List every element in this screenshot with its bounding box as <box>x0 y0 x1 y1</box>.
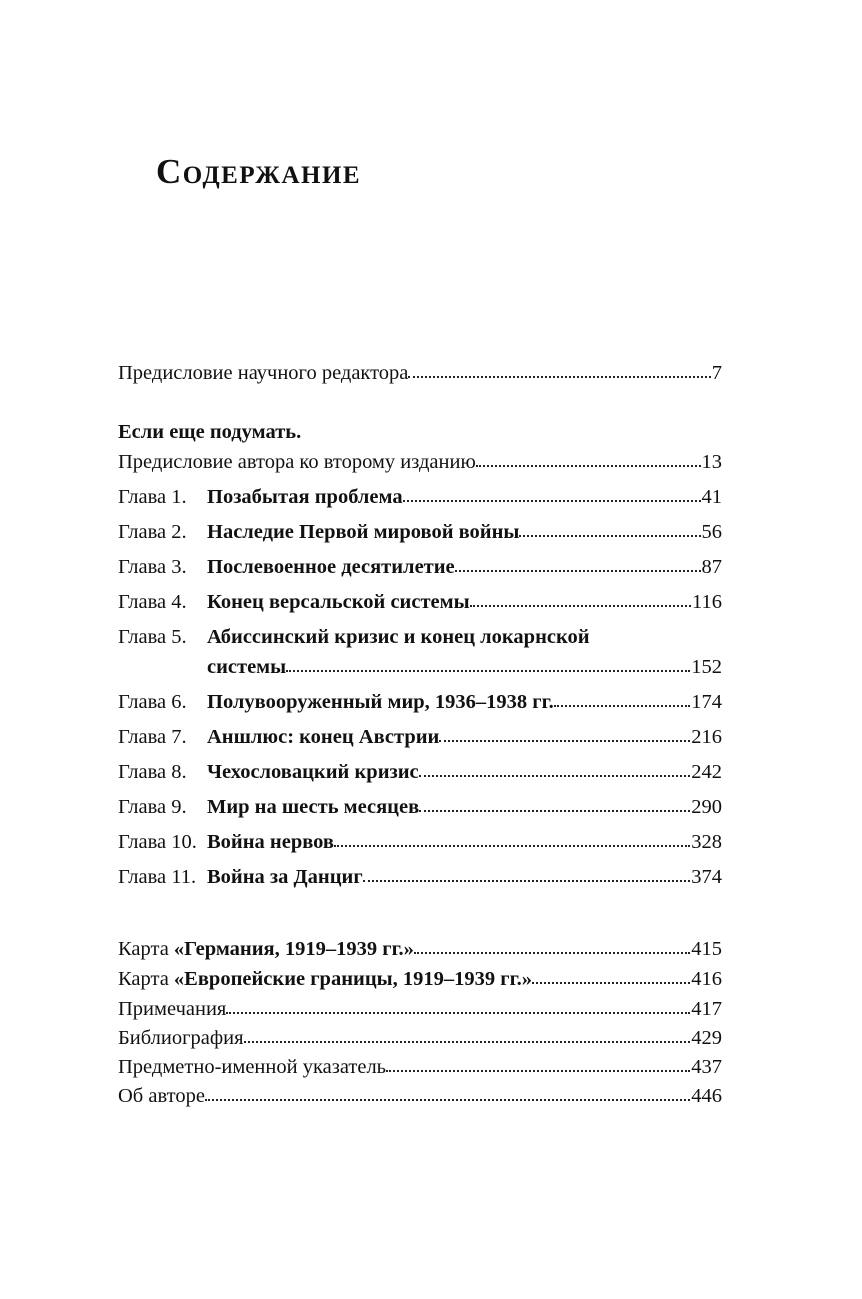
leader-dots <box>403 489 701 503</box>
toc-entry-map-borders[interactable] <box>118 966 722 992</box>
chapter-number: Глава 9. <box>118 796 187 818</box>
chapter-number: Глава 3. <box>118 556 187 578</box>
chapter-title: Аншлюс: конец Австрии <box>207 726 440 748</box>
toc-page-number: 56 <box>701 521 722 543</box>
chapter-number: Глава 11. <box>118 866 197 888</box>
leader-dots <box>476 454 701 468</box>
toc-entry-chapter-3[interactable] <box>118 554 722 580</box>
toc-page-number: 328 <box>691 831 722 853</box>
map-title: «Европейские границы, 1919–1939 гг.» <box>173 968 532 990</box>
leader-dots <box>226 1001 690 1015</box>
leader-dots <box>554 694 691 708</box>
chapter-title: Наследие Первой мировой войны <box>207 521 520 543</box>
chapter-title: Мир на шесть месяцев <box>207 796 420 818</box>
chapter-title: Конец версальской системы <box>207 591 470 613</box>
toc-entry-chapter-5[interactable] <box>118 624 722 650</box>
leader-dots <box>386 1059 690 1073</box>
toc-page-number: 429 <box>691 1027 722 1049</box>
toc-entry-editor-preface[interactable] <box>118 360 722 386</box>
toc-page-number: 7 <box>711 362 722 384</box>
map-prefix: Карта <box>118 938 174 960</box>
toc-entry-chapter-10[interactable] <box>118 829 722 855</box>
toc-entry-author-preface[interactable] <box>118 449 722 475</box>
chapter-number: Глава 8. <box>118 761 187 783</box>
leader-dots <box>419 764 691 778</box>
leader-dots <box>414 941 690 955</box>
chapter-number: Глава 6. <box>118 691 187 713</box>
toc-entry-bibliography[interactable] <box>118 1025 722 1051</box>
toc-entry-chapter-8[interactable] <box>118 759 722 785</box>
toc-entry-chapter-6[interactable] <box>118 689 722 715</box>
toc-page-number: 374 <box>691 866 722 888</box>
chapter-number: Глава 10. <box>118 831 197 853</box>
toc-entry-label: Библиография <box>118 1027 244 1049</box>
chapter-number: Глава 5. <box>118 626 187 648</box>
toc-entry-chapter-4[interactable] <box>118 589 722 615</box>
chapter-number: Глава 1. <box>118 486 187 508</box>
toc-page-number: 446 <box>691 1085 722 1107</box>
map-prefix: Карта <box>118 968 174 990</box>
chapter-number: Глава 4. <box>118 591 187 613</box>
chapter-number: Глава 2. <box>118 521 187 543</box>
toc-entry-label: Предметно-именной указатель <box>118 1056 387 1078</box>
map-title: «Германия, 1919–1939 гг.» <box>173 938 414 960</box>
leader-dots <box>419 799 690 813</box>
chapter-title: Чехословацкий кризис <box>207 761 419 783</box>
toc-page-number: 216 <box>691 726 722 748</box>
chapter-number: Глава 7. <box>118 726 187 748</box>
toc-page-number: 174 <box>691 691 722 713</box>
toc-entry-label: Предисловие автора ко второму изданию <box>118 451 476 473</box>
toc-page-number: 41 <box>701 486 722 508</box>
toc-entry-notes[interactable] <box>118 996 722 1022</box>
toc-page-number: 417 <box>691 998 722 1020</box>
toc-entry-chapter-1[interactable] <box>118 484 722 510</box>
toc-entry-label: Об авторе <box>118 1085 205 1107</box>
chapter-title-continuation: системы <box>207 656 287 678</box>
leader-dots <box>286 659 690 673</box>
chapter-title: Война за Данциг <box>207 866 363 888</box>
section-title: Если еще подумать. <box>118 421 302 443</box>
toc-entry-chapter-2[interactable] <box>118 519 722 545</box>
leader-dots <box>363 869 691 883</box>
chapter-title: Абиссинский кризис и конец локарнской <box>207 626 590 648</box>
chapter-title: Послевоенное десятилетие <box>207 556 455 578</box>
toc-entry-label: Предисловие научного редактора <box>118 362 409 384</box>
page-title: Содержание <box>156 152 362 191</box>
chapter-title: Полувооруженный мир, 1936–1938 гг. <box>207 691 554 713</box>
leader-dots <box>244 1030 691 1044</box>
toc-page-number: 290 <box>691 796 722 818</box>
chapter-title: Позабытая проблема <box>207 486 403 508</box>
leader-dots <box>532 971 690 985</box>
chapter-title: Война нервов <box>207 831 334 853</box>
leader-dots <box>455 559 701 573</box>
toc-page-number: 152 <box>691 656 722 678</box>
toc-entry-chapter-7[interactable] <box>118 724 722 750</box>
toc-page-number: 242 <box>691 761 722 783</box>
toc-entry-about-author[interactable] <box>118 1083 722 1109</box>
toc-entry-chapter-9[interactable] <box>118 794 722 820</box>
toc-entry-label: Примечания <box>118 998 227 1020</box>
leader-dots <box>439 729 690 743</box>
leader-dots <box>470 594 691 608</box>
leader-dots <box>334 834 690 848</box>
toc-entry-map-germany[interactable] <box>118 936 722 962</box>
toc-page-number: 416 <box>691 968 722 990</box>
leader-dots <box>519 524 700 538</box>
toc-page-number: 437 <box>691 1056 722 1078</box>
toc-page-number: 116 <box>692 591 722 613</box>
toc-entry-index[interactable] <box>118 1054 722 1080</box>
toc-page-number: 13 <box>701 451 722 473</box>
leader-dots <box>205 1088 690 1102</box>
toc-page-number: 87 <box>701 556 722 578</box>
toc-page-number: 415 <box>691 938 722 960</box>
toc-entry-chapter-5-continuation[interactable] <box>207 654 722 680</box>
toc-entry-chapter-11[interactable] <box>118 864 722 890</box>
leader-dots <box>408 365 710 379</box>
